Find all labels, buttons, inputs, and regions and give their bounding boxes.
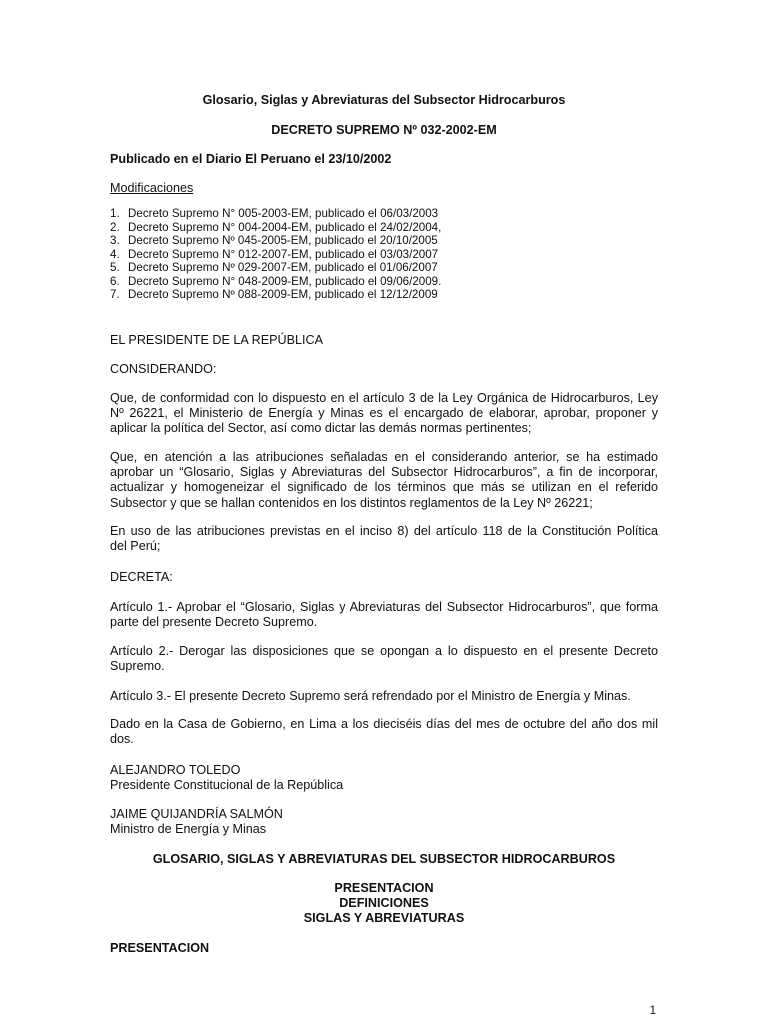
article-2: Artículo 2.- Derogar las disposiciones que se opongan a lo dispuesto en el presente Decreto Supremo. (110, 644, 658, 674)
list-item: 7. Decreto Supremo Nº 088-2009-EM, publicado el 12/12/2009 (110, 288, 438, 301)
president-heading: EL PRESIDENTE DE LA REPÚBLICA (110, 333, 323, 347)
modifications-heading: Modificaciones (110, 181, 194, 195)
list-item: 3. Decreto Supremo Nº 045-2005-EM, publicado el 20/10/2005 (110, 234, 438, 247)
decree-number: DECRETO SUPREMO Nº 032-2002-EM (271, 123, 497, 137)
list-item: 5. Decreto Supremo Nº 029-2007-EM, publicado el 01/06/2007 (110, 261, 438, 274)
list-item: 2. Decreto Supremo N° 004-2004-EM, publicado el 24/02/2004, (110, 220, 442, 234)
signatory-1-name: ALEJANDRO TOLEDO (110, 763, 241, 777)
paragraph-1: Que, de conformidad con lo dispuesto en el artículo 3 de la Ley Orgánica de Hidrocarburos, Ley Nº 26221, el Ministerio de Energía y Minas es el encargado de elaborar, aprobar, proponer y aplicar la política del Sector, así como dictar las demás normas pertinentes; (110, 391, 658, 436)
article-1: Artículo 1.- Aprobar el “Glosario, Siglas y Abreviaturas del Subsector Hidrocarburos”, que forma parte del presente Decreto Supremo. (110, 600, 658, 630)
document-page (110, 0, 658, 1024)
document-title: Glosario, Siglas y Abreviaturas del Subsector Hidrocarburos (202, 93, 566, 107)
toc-item: PRESENTACION (334, 881, 434, 895)
paragraph-2: Que, en atención a las atribuciones señaladas en el considerando anterior, se ha estimado aprobar un “Glosario, Siglas y Abreviaturas del Subsector Hidrocarburos”, a fin de incorporar, actualizar y homogeneizar el significado de los términos que más se utilizan en el referido Subsector y que se hallan contenidos en los distintos reglamentos de la Ley Nº 26221; (110, 450, 658, 510)
list-item: 6. Decreto Supremo N° 048-2009-EM, publicado el 09/06/2009. (110, 274, 442, 288)
page-number: 1 (649, 1005, 656, 1017)
glossary-title: GLOSARIO, SIGLAS Y ABREVIATURAS DEL SUBSECTOR HIDROCARBUROS (152, 852, 616, 866)
dado-paragraph: Dado en la Casa de Gobierno, en Lima a los dieciséis días del mes de octubre del año dos mil dos. (110, 717, 658, 747)
signatory-2-role: Ministro de Energía y Minas (110, 822, 267, 836)
section-heading: PRESENTACION (110, 941, 210, 955)
modifications-list (110, 207, 441, 302)
paragraph-3: En uso de las atribuciones previstas en el inciso 8) del artículo 118 de la Constitución Política del Perú; (110, 524, 658, 554)
toc-item: DEFINICIONES (339, 896, 429, 910)
decreta-heading: DECRETA: (110, 570, 173, 584)
signatory-1-role: Presidente Constitucional de la República (110, 778, 344, 792)
list-item: 1. Decreto Supremo N° 005-2003-EM, publicado el 06/03/2003 (110, 207, 439, 220)
article-3: Artículo 3.- El presente Decreto Supremo será refrendado por el Ministro de Energía y Minas. (110, 689, 631, 703)
publication-note: Publicado en el Diario El Peruano el 23/10/2002 (110, 152, 392, 166)
toc-item: SIGLAS Y ABREVIATURAS (303, 911, 465, 925)
considerando-heading: CONSIDERANDO: (110, 362, 217, 376)
signatory-2-name: JAIME QUIJANDRÍA SALMÓN (110, 807, 283, 821)
list-item: 4. Decreto Supremo N° 012-2007-EM, publicado el 03/03/2007 (110, 247, 439, 261)
